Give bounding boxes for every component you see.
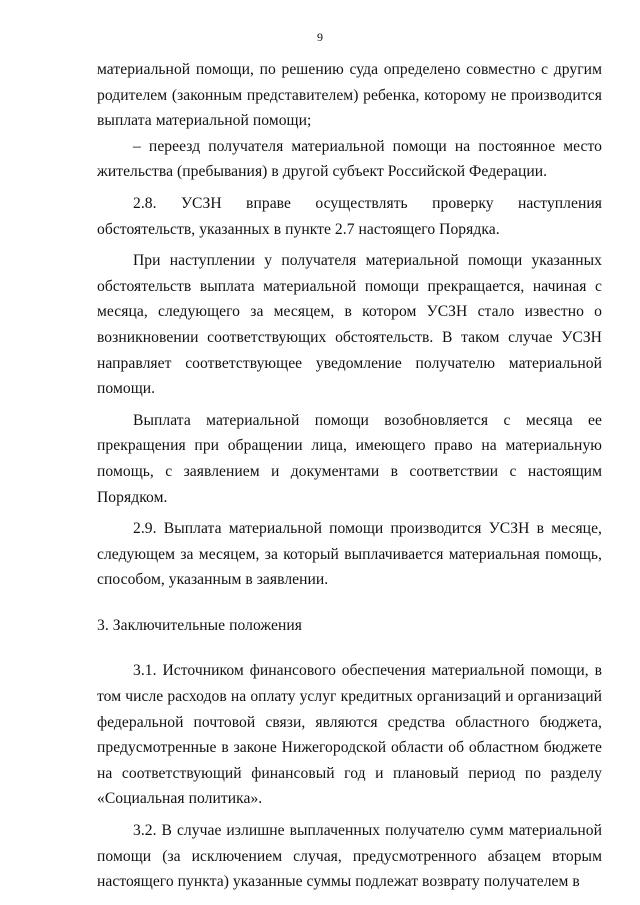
paragraph-continuation: материальной помощи, по решению суда определено совместно с другим родителем (законным представителем) ребенка, которому не производится выплата материальной помощи; bbox=[97, 61, 602, 130]
paragraph-2-9: 2.9. Выплата материальной помощи производится УСЗН в месяце, следующем за месяцем, за который выплачивается материальная помощь, способом, указанным в заявлении. bbox=[97, 520, 602, 589]
section-heading: 3. Заключительные положения bbox=[97, 616, 303, 634]
paragraph-resumption: Выплата материальной помощи возобновляется с месяца ее прекращения при обращении лица, имеющего право на материальную помощь, с заявлением и документами в соответствии с настоящим Порядком. bbox=[97, 411, 602, 506]
paragraph-termination: При наступлении у получателя материальной помощи указанных обстоятельств выплата материальной помощи прекращается, начиная с месяца, следующего за месяцем, в котором УСЗН стало известно о возникновении соответствующих обстоятельств. В таком случае УСЗН направляет соответствующее уведомление получателю материальной помощи. bbox=[97, 252, 602, 398]
paragraph-3-2: 3.2. В случае излишне выплаченных получателю сумм материальной помощи (за исключением случая, предусмотренного абзацем вторым настоящего пункта) указанные суммы подлежат возврату получателем в bbox=[97, 822, 602, 891]
paragraph-2-8: 2.8. УСЗН вправе осуществлять проверку наступления обстоятельств, указанных в пункте 2.7 настоящего Порядка. bbox=[97, 194, 602, 238]
paragraph-3-1: 3.1. Источником финансового обеспечения материальной помощи, в том числе расходов на оплату услуг кредитных организаций и организаций федеральной почтовой связи, являются средства областного бюджета, предусмотренные в законе Нижегородской области об областном бюджете на соответствующий финансовый год и плановый период по разделу «Социальная политика». bbox=[97, 662, 602, 808]
page-number: 9 bbox=[317, 30, 323, 44]
document-body bbox=[97, 57, 602, 895]
paragraph-relocation: – переезд получателя материальной помощи на постоянное место жительства (пребывания) в другой субъект Российской Федерации. bbox=[97, 137, 602, 181]
